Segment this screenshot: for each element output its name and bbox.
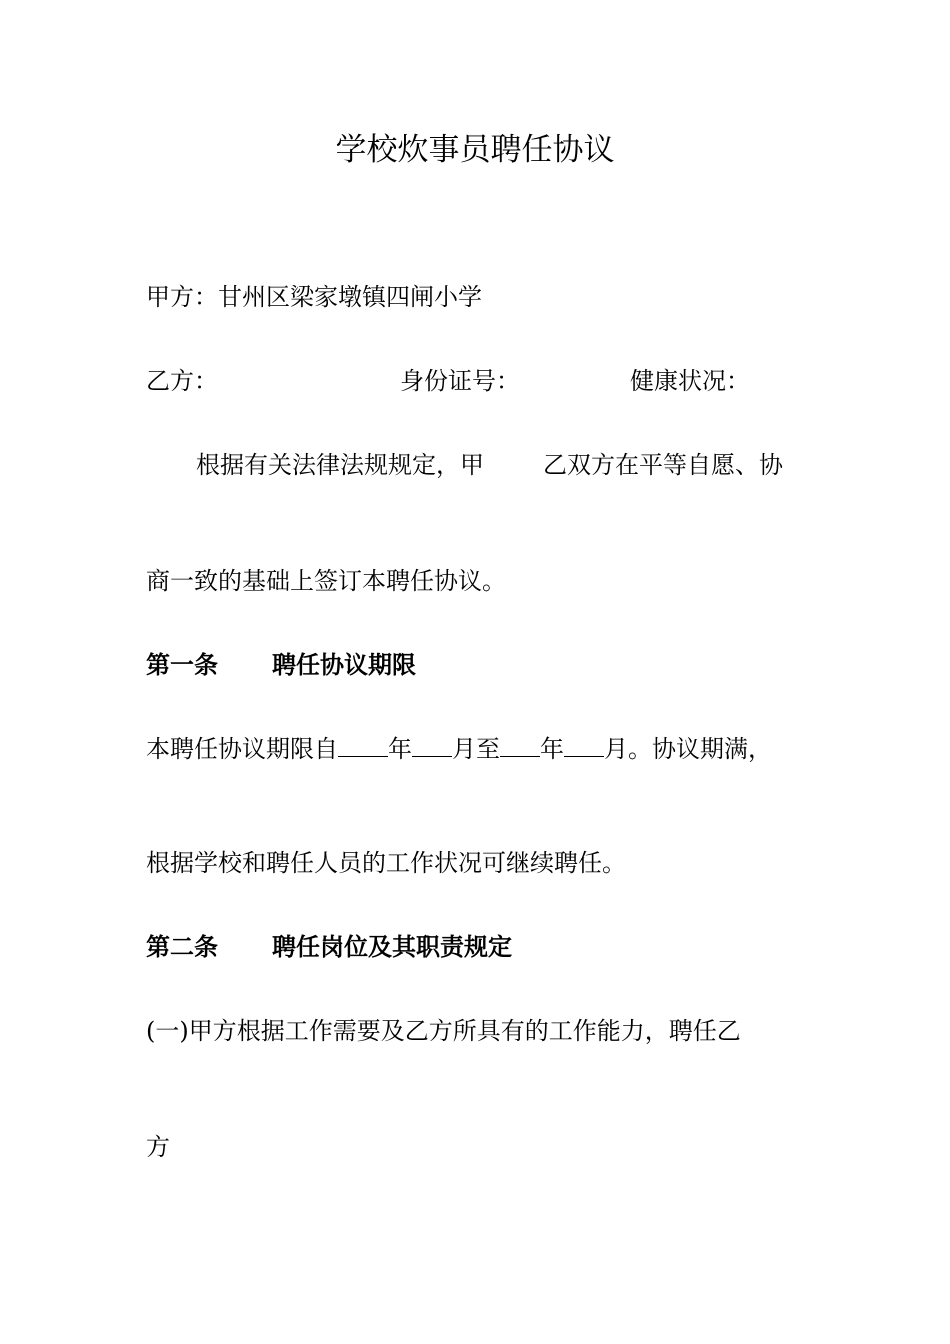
- id-number-label: 身份证号：: [400, 367, 520, 395]
- end-year-blank: [500, 734, 540, 757]
- article-1-line-2: 根据学校和聘任人员的工作状况可继续聘任。: [146, 849, 626, 877]
- start-month-blank: [412, 734, 452, 757]
- year-label-1: 年: [388, 735, 412, 763]
- party-b-line: [146, 366, 218, 396]
- article-1-heading: 聘任协议期限: [272, 651, 416, 679]
- preamble-line-1a: 根据有关法律法规规定，甲: [196, 451, 484, 479]
- article-2-item-1-line-1: (一)甲方根据工作需要及乙方所具有的工作能力，聘任乙: [146, 1017, 741, 1045]
- year-label-2: 年: [540, 735, 564, 763]
- month-label-2: 月。协议期满，: [604, 735, 772, 763]
- document-title: 学校炊事员聘任协议: [335, 132, 615, 168]
- start-year-blank: [338, 734, 388, 757]
- month-label-1: 月至: [452, 735, 500, 763]
- term-prefix: 本聘任协议期限自: [146, 735, 338, 763]
- end-month-blank: [564, 734, 604, 757]
- article-1-number: 第一条: [146, 651, 218, 679]
- health-status-label: 健康状况：: [630, 367, 750, 395]
- article-2-number: 第二条: [146, 933, 218, 961]
- party-b-label: 乙方：: [146, 367, 218, 395]
- article-1-term-line: [146, 734, 772, 764]
- preamble-line-2: 商一致的基础上签订本聘任协议。: [146, 567, 506, 595]
- party-a-line: 甲方：甘州区梁家墩镇四闸小学: [146, 283, 482, 311]
- preamble-line-1b: 乙双方在平等自愿、协: [543, 451, 783, 479]
- article-2-item-1-line-2: 方: [146, 1133, 170, 1161]
- article-2-heading: 聘任岗位及其职责规定: [272, 933, 512, 961]
